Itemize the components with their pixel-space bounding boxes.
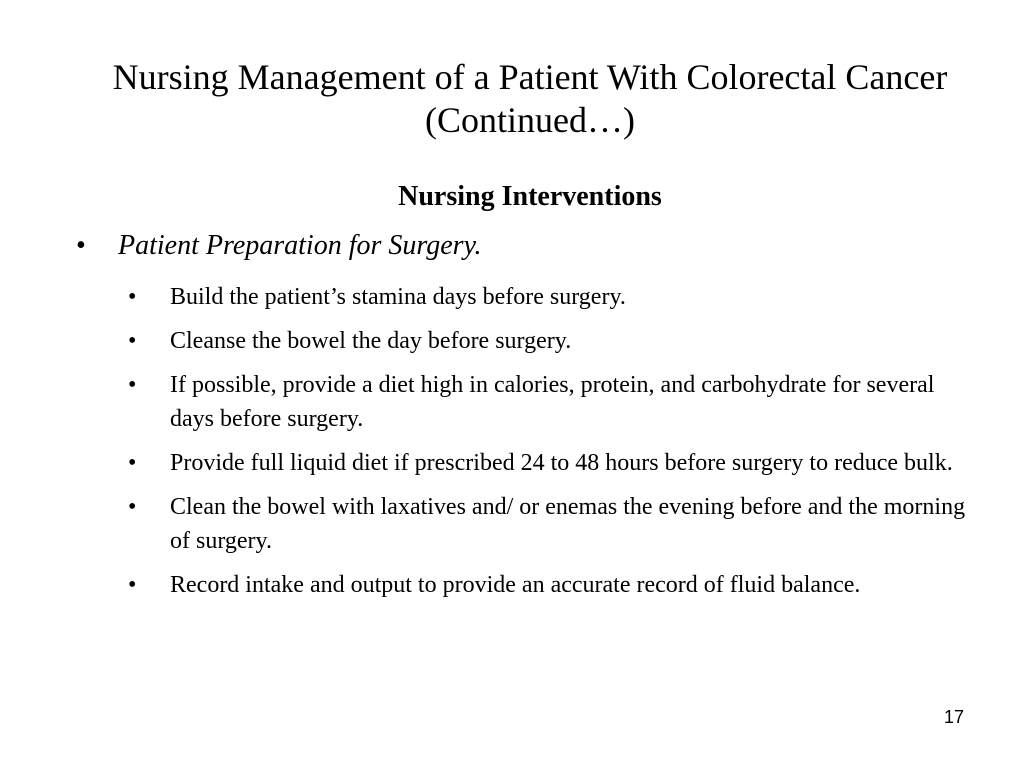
main-bullet-text: Patient Preparation for Surgery. <box>118 230 482 261</box>
bullet-icon: • <box>128 572 137 598</box>
sub-bullet-text: Record intake and output to provide an accurate record of fluid balance. <box>170 572 861 598</box>
slide-title: Nursing Management of a Patient With Colorectal Cancer (Continued…) <box>112 57 948 140</box>
bullet-icon: • <box>128 328 137 354</box>
bullet-icon: • <box>76 230 86 261</box>
bullet-icon: • <box>128 494 137 520</box>
sub-bullet-text: Clean the bowel with laxatives and/ or enemas the evening before and the morning of surgery. <box>170 494 966 554</box>
sub-bullet-item <box>128 324 968 358</box>
sub-bullet-item <box>128 568 968 602</box>
section-heading: Nursing Interventions <box>398 181 662 212</box>
sub-bullet-text: Cleanse the bowel the day before surgery. <box>170 328 572 354</box>
page-number: 17 <box>943 707 964 727</box>
sub-bullet-item <box>128 368 968 436</box>
sub-bullet-item <box>128 446 968 480</box>
sub-bullet-text: Build the patient’s stamina days before surgery. <box>170 284 626 310</box>
sub-bullet-list <box>128 280 968 612</box>
sub-bullet-item <box>128 280 968 314</box>
bullet-icon: • <box>128 450 137 476</box>
sub-bullet-item <box>128 490 968 558</box>
bullet-icon: • <box>128 372 137 398</box>
bullet-icon: • <box>128 284 137 310</box>
sub-bullet-text: Provide full liquid diet if prescribed 24 to 48 hours before surgery to reduce bulk. <box>170 450 953 476</box>
sub-bullet-text: If possible, provide a diet high in calories, protein, and carbohydrate for several days before surgery. <box>170 372 935 432</box>
